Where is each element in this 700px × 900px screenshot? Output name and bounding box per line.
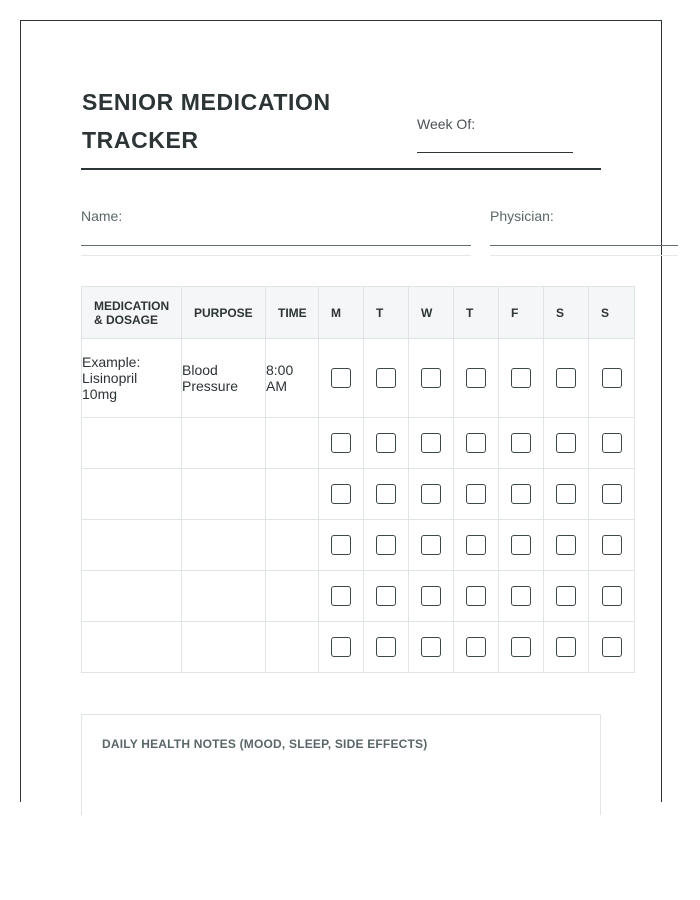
dose-checkbox[interactable] — [511, 637, 531, 657]
dose-checkbox[interactable] — [556, 637, 576, 657]
dose-checkbox[interactable] — [331, 368, 351, 388]
page-title — [82, 83, 382, 159]
example-purpose-cell — [182, 339, 266, 418]
dose-checkbox[interactable] — [511, 368, 531, 388]
medication-entry-cell[interactable] — [82, 418, 182, 469]
example-medication-line-3: 10mg — [82, 386, 118, 402]
checkbox-cell — [364, 469, 409, 520]
checkbox-cell — [499, 418, 544, 469]
health-notes-box[interactable] — [81, 714, 601, 815]
checkbox-cell — [364, 622, 409, 673]
dose-checkbox[interactable] — [511, 586, 531, 606]
header-purpose: PURPOSE — [182, 287, 266, 339]
checkbox-cell — [544, 520, 589, 571]
checkbox-cell — [409, 571, 454, 622]
dose-checkbox[interactable] — [331, 484, 351, 504]
example-medication-cell — [82, 339, 182, 418]
header-day-monday: M — [319, 287, 364, 339]
table-header-row — [82, 287, 635, 339]
checkbox-cell — [319, 520, 364, 571]
checkbox-cell — [589, 622, 635, 673]
checkbox-cell — [409, 622, 454, 673]
checkbox-cell — [499, 339, 544, 418]
table-row — [82, 418, 635, 469]
checkbox-cell — [319, 339, 364, 418]
header-time: TIME — [266, 287, 319, 339]
purpose-entry-cell[interactable] — [182, 622, 266, 673]
week-of-label: Week Of: — [417, 116, 476, 132]
checkbox-cell — [454, 418, 499, 469]
checkbox-cell — [319, 469, 364, 520]
dose-checkbox[interactable] — [376, 637, 396, 657]
checkbox-cell — [544, 418, 589, 469]
checkbox-cell — [454, 469, 499, 520]
dose-checkbox[interactable] — [466, 586, 486, 606]
time-entry-cell[interactable] — [266, 571, 319, 622]
medication-entry-cell[interactable] — [82, 622, 182, 673]
header-divider — [81, 168, 601, 170]
checkbox-cell — [454, 520, 499, 571]
dose-checkbox[interactable] — [511, 433, 531, 453]
checkbox-cell — [364, 571, 409, 622]
title-line-2: TRACKER — [82, 127, 199, 153]
dose-checkbox[interactable] — [376, 433, 396, 453]
dose-checkbox[interactable] — [466, 535, 486, 555]
checkbox-cell — [454, 571, 499, 622]
dose-checkbox[interactable] — [602, 433, 622, 453]
dose-checkbox[interactable] — [421, 368, 441, 388]
health-notes-title: DAILY HEALTH NOTES (MOOD, SLEEP, SIDE EFFECTS) — [102, 737, 428, 751]
header-day-thursday: T — [454, 287, 499, 339]
dose-checkbox[interactable] — [331, 637, 351, 657]
time-entry-cell[interactable] — [266, 469, 319, 520]
example-medication-line-1: Example: — [82, 354, 141, 370]
dose-checkbox[interactable] — [421, 433, 441, 453]
checkbox-cell — [499, 469, 544, 520]
checkbox-cell — [409, 339, 454, 418]
example-time-line-1: 8:00 — [266, 362, 294, 378]
dose-checkbox[interactable] — [556, 484, 576, 504]
week-of-field[interactable] — [417, 152, 573, 153]
checkbox-cell — [589, 418, 635, 469]
name-field[interactable] — [81, 245, 471, 246]
physician-label: Physician: — [490, 208, 554, 224]
purpose-entry-cell[interactable] — [182, 520, 266, 571]
dose-checkbox[interactable] — [331, 433, 351, 453]
dose-checkbox[interactable] — [556, 535, 576, 555]
dose-checkbox[interactable] — [421, 535, 441, 555]
dose-checkbox[interactable] — [376, 586, 396, 606]
header-medication-line-1: MEDICATION — [94, 298, 170, 313]
dose-checkbox[interactable] — [376, 535, 396, 555]
dose-checkbox[interactable] — [556, 433, 576, 453]
dose-checkbox[interactable] — [556, 368, 576, 388]
header-medication-line-2: & DOSAGE — [94, 312, 159, 327]
header-day-friday: F — [499, 287, 544, 339]
medication-entry-cell[interactable] — [82, 520, 182, 571]
dose-checkbox[interactable] — [331, 535, 351, 555]
table-row — [82, 469, 635, 520]
example-time-cell — [266, 339, 319, 418]
purpose-entry-cell[interactable] — [182, 418, 266, 469]
dose-checkbox[interactable] — [421, 637, 441, 657]
header-day-tuesday: T — [364, 287, 409, 339]
purpose-entry-cell[interactable] — [182, 469, 266, 520]
dose-checkbox[interactable] — [602, 535, 622, 555]
checkbox-cell — [319, 571, 364, 622]
time-entry-cell[interactable] — [266, 418, 319, 469]
table-row — [82, 622, 635, 673]
checkbox-cell — [454, 339, 499, 418]
example-medication-line-2: Lisinopril — [82, 370, 138, 386]
medication-entry-cell[interactable] — [82, 469, 182, 520]
checkbox-cell — [589, 571, 635, 622]
dose-checkbox[interactable] — [511, 535, 531, 555]
dose-checkbox[interactable] — [556, 586, 576, 606]
example-purpose-line-2: Pressure — [182, 378, 239, 394]
checkbox-cell — [544, 622, 589, 673]
checkbox-cell — [544, 469, 589, 520]
dose-checkbox[interactable] — [421, 484, 441, 504]
checkbox-cell — [409, 469, 454, 520]
checkbox-cell — [544, 339, 589, 418]
time-entry-cell[interactable] — [266, 622, 319, 673]
dose-checkbox[interactable] — [511, 484, 531, 504]
dose-checkbox[interactable] — [466, 637, 486, 657]
name-label: Name: — [81, 208, 123, 224]
dose-checkbox[interactable] — [602, 637, 622, 657]
checkbox-cell — [544, 571, 589, 622]
time-entry-cell[interactable] — [266, 520, 319, 571]
table-row — [82, 571, 635, 622]
dose-checkbox[interactable] — [376, 484, 396, 504]
table-row — [82, 520, 635, 571]
table-row-example — [82, 339, 635, 418]
checkbox-cell — [319, 622, 364, 673]
dose-checkbox[interactable] — [376, 368, 396, 388]
dose-checkbox[interactable] — [466, 433, 486, 453]
medication-entry-cell[interactable] — [82, 571, 182, 622]
checkbox-cell — [589, 339, 635, 418]
dose-checkbox[interactable] — [466, 484, 486, 504]
dose-checkbox[interactable] — [466, 368, 486, 388]
header-day-saturday: S — [544, 287, 589, 339]
checkbox-cell — [499, 520, 544, 571]
header-day-sunday: S — [589, 287, 635, 339]
medication-table — [81, 286, 635, 673]
checkbox-cell — [589, 469, 635, 520]
physician-field-underline — [490, 255, 678, 256]
title-line-1: SENIOR MEDICATION — [82, 89, 331, 115]
dose-checkbox[interactable] — [602, 586, 622, 606]
dose-checkbox[interactable] — [602, 484, 622, 504]
example-time-line-2: AM — [266, 378, 287, 394]
checkbox-cell — [499, 571, 544, 622]
purpose-entry-cell[interactable] — [182, 571, 266, 622]
checkbox-cell — [409, 520, 454, 571]
header-day-wednesday: W — [409, 287, 454, 339]
dose-checkbox[interactable] — [602, 368, 622, 388]
dose-checkbox[interactable] — [421, 586, 441, 606]
header-medication — [82, 287, 182, 339]
checkbox-cell — [364, 418, 409, 469]
checkbox-cell — [589, 520, 635, 571]
checkbox-cell — [454, 622, 499, 673]
checkbox-cell — [364, 520, 409, 571]
example-purpose-line-1: Blood — [182, 362, 218, 378]
checkbox-cell — [364, 339, 409, 418]
checkbox-cell — [499, 622, 544, 673]
tracker-sheet — [20, 20, 662, 802]
physician-field[interactable] — [490, 245, 678, 246]
name-field-underline — [81, 255, 471, 256]
checkbox-cell — [409, 418, 454, 469]
dose-checkbox[interactable] — [331, 586, 351, 606]
checkbox-cell — [319, 418, 364, 469]
